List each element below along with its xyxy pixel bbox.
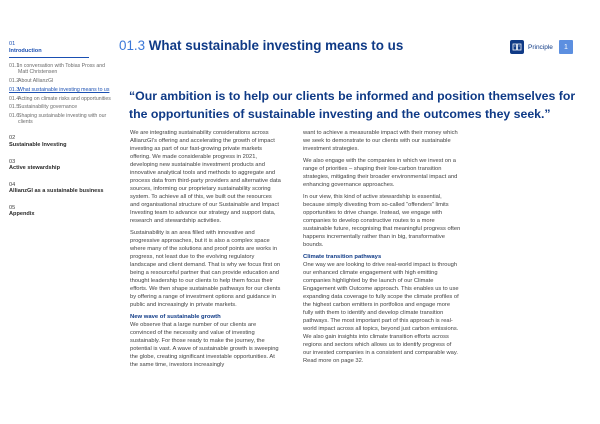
- nav-section-number: 01: [9, 41, 16, 47]
- nav-subitem-number: 01.1: [9, 63, 20, 70]
- nav-subitem-number: 01.5: [9, 104, 20, 111]
- nav-subitem-about[interactable]: [9, 78, 113, 84]
- paragraph: We observe that a large number of our clients are convinced of the necessity and value of investing sustainably. For those ready to make the journey, the potential is vast. A wave of sustainable growth is sweeping the globe, creating significant investable opportunities. At the same time, investors increasingly: [130, 322, 279, 369]
- nav-section-active-stewardship[interactable]: [9, 159, 113, 172]
- nav-subitem-what-sustainable-investing[interactable]: [9, 87, 113, 93]
- nav-section-sustainable-investing[interactable]: [9, 135, 113, 148]
- nav-section-sustainable-business[interactable]: [9, 182, 113, 195]
- page-title: [119, 38, 403, 54]
- nav-subitem-climate-risks[interactable]: [9, 96, 113, 102]
- nav-subitem-number: 01.3: [9, 86, 20, 93]
- principle-number: 1: [559, 40, 573, 54]
- nav-section-title: Introduction: [9, 47, 42, 54]
- principle-badge[interactable]: [510, 39, 573, 55]
- nav-subitem-governance[interactable]: [9, 104, 113, 110]
- page-title-text: What sustainable investing means to us: [148, 38, 404, 53]
- body-column-2: [303, 129, 461, 369]
- paragraph: want to achieve a measurable impact with their money which we seek to demonstrate to our clients with our sustainable investment strategies.: [303, 130, 458, 153]
- nav-section-title: Sustainable Investing: [9, 141, 67, 148]
- nav-section-number: 03: [9, 158, 16, 165]
- nav-subitem-label: In conversation with Tobias Pross and Matt Christensen: [18, 63, 105, 76]
- nav-subitem-shaping[interactable]: [9, 113, 113, 125]
- nav-divider: [9, 57, 89, 58]
- page-section-number: 01.3: [119, 38, 146, 53]
- nav-section-number: 02: [9, 135, 16, 142]
- nav-section-number: 04: [9, 181, 16, 188]
- pull-quote: “Our ambition is to help our clients be informed and position themselves for the opportunities of sustainable investing and the outcomes they seek.”: [129, 89, 576, 121]
- nav-section-title: Active stewardship: [9, 165, 60, 172]
- paragraph: One way we are looking to drive real-world impact is through our enhanced climate engagement with high emitting companies highlighted by the launch of our Climate Engagement with Outcome approach. This enables us to use expanding data coverage to fully scope the climate profiles of the highest carbon emitters in portfolios and engage more fully with them to identify and develop climate transition pathways. The most important part of this approach is real-world impact across all topics, beyond just carbon emissions. We also gain insights into climate transition efforts across regions and sectors which allows us to identify progress of our invested companies in a consistent and comparable way. Read more on page 32.: [303, 262, 459, 365]
- paragraph: Sustainability is an area filled with innovative and progressive approaches, but it is also a complex space where many of the solutions and proof points are works in progress, not least due to the evolving regulatory landscape and client demand. That is why we focus first on being a resourceful partner that can provide education and thought leadership to our clients to help them focus their efforts. We then shape sustainable pathways for our clients by offering a range of investment options and guidance in public and increasingly in private markets.: [130, 230, 281, 309]
- nav-subitem-label: Shaping sustainable investing with our clients: [18, 112, 107, 126]
- paragraph: We are integrating sustainability considerations across AllianzGI’s offering and accelerating the growth of impact investing as part of our fast-growing private markets offering. We made considerable progress in 2021, developing new sustainable investment products and innovative analytical tools and methods to aggregate and process data from third-party providers and alternative data sources, informing our proprietary sustainability scoring system. To achieve all of this, we built out the resources and organisational structure of our Sustainable and Impact Investing team to advance our strategy and support data, research and stewardship activities.: [130, 130, 281, 225]
- nav-subitem-label: Sustainability governance: [18, 104, 78, 111]
- nav-subitem-number: 01.2: [9, 78, 20, 85]
- nav-subitem-label: Acting on climate risks and opportunities: [18, 95, 111, 102]
- paragraph: In our view, this kind of active stewardship is essential, because simply divesting from so-called “offenders” limits opportunities to drive change. Instead, we engage with companies to develop constructive routes to a more sustainable future, recognising that meaningful progress often happens incrementally rather than in big, transformative bounds.: [303, 194, 461, 249]
- nav-subitem-label: About AllianzGI: [18, 78, 54, 85]
- nav-subitem-conversation[interactable]: [9, 63, 113, 75]
- subheading: New wave of sustainable growth: [130, 314, 221, 321]
- nav-section-title: Appendix: [9, 211, 35, 218]
- nav-subitem-number: 01.6: [9, 112, 20, 119]
- nav-section-title: AllianzGI as a sustainable business: [9, 188, 104, 195]
- body-column-1: [130, 129, 282, 373]
- nav-section-introduction[interactable]: [9, 41, 113, 125]
- principle-icon: [510, 40, 524, 54]
- nav-section-number: 05: [9, 204, 16, 211]
- nav-section-appendix[interactable]: [9, 205, 113, 218]
- sidebar-nav: [9, 41, 113, 224]
- subheading: Climate transition pathways: [303, 254, 382, 261]
- principle-label: Principle: [528, 43, 553, 51]
- nav-subitem-label: What sustainable investing means to us: [18, 86, 110, 93]
- nav-subitem-number: 01.4: [9, 95, 20, 102]
- paragraph: We also engage with the companies in which we invest on a range of priorities – shaping their low-carbon transition strategies, mitigating their broader environmental impact and enhancing governance approaches.: [303, 158, 458, 189]
